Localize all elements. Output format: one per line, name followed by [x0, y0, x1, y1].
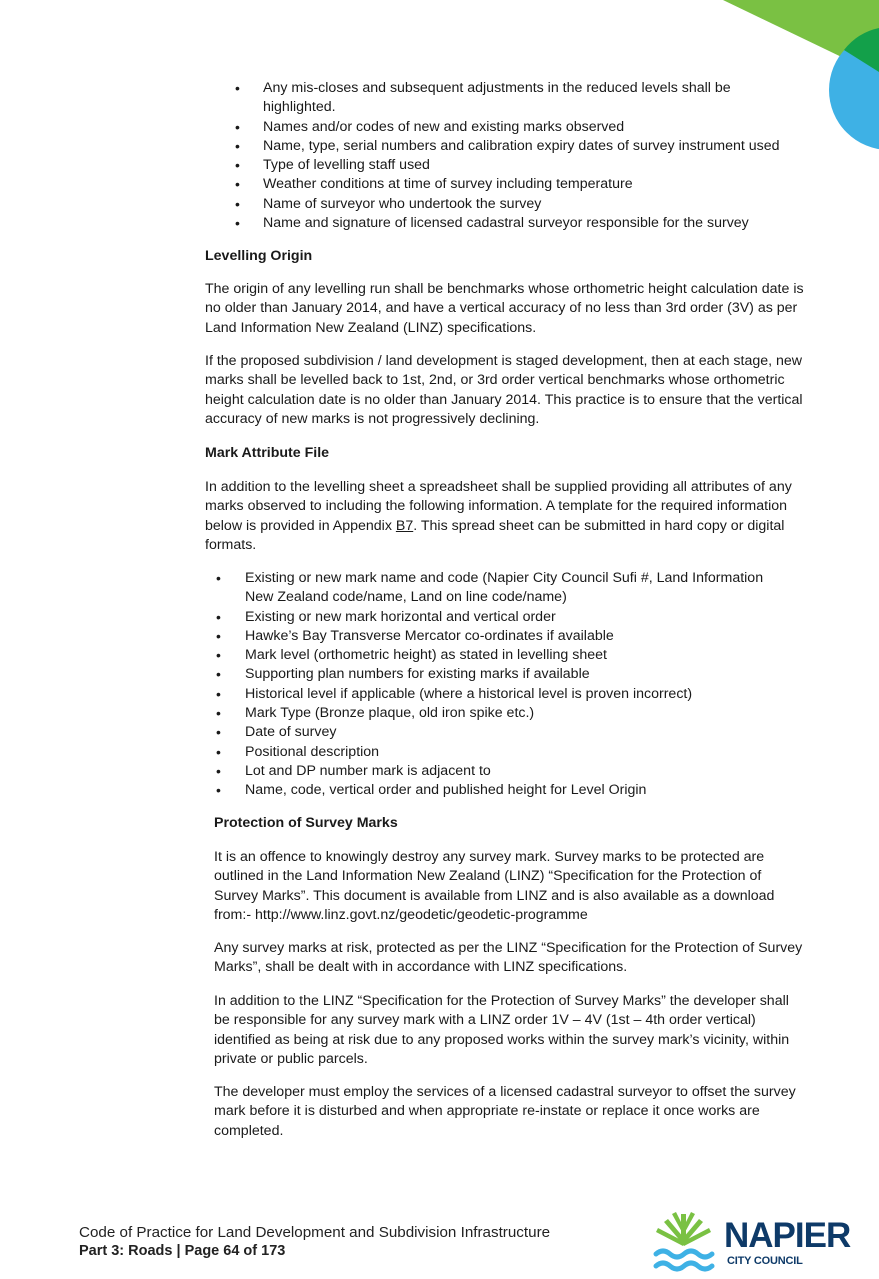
list-item: • Date of survey: [216, 724, 337, 741]
napier-city-council-logo: [650, 1208, 850, 1274]
appendix-link[interactable]: B7: [395, 517, 414, 534]
protection-para-2: Any survey marks at risk, protected as per the LINZ “Specification for the Protection of Survey Marks”, shall be dealt with in accordance with LINZ specifications.: [214, 940, 803, 976]
logo-subtitle: CITY COUNCIL: [727, 1255, 803, 1267]
list-item: • Mark level (orthometric height) as stated in levelling sheet: [216, 647, 607, 664]
intro-text: In addition to the levelling sheet a spreadsheet shall be supplied providing all attributes of any marks observed to including the following information. A template for the required information below is provided in Appendix: [205, 479, 792, 534]
protection-para-4: The developer must employ the services of a licensed cadastral surveyor to offset the survey mark before it is disturbed and when appropriate re-instate or replace it once works are completed.: [214, 1084, 796, 1139]
list-item: • Name, type, serial numbers and calibration expiry dates of survey instrument used: [235, 137, 780, 154]
list-item: • Existing or new mark horizontal and vertical order: [216, 608, 556, 625]
logo-name: NAPIER: [724, 1216, 851, 1255]
list-item: • Name, code, vertical order and published height for Level Origin: [216, 782, 647, 799]
list-item: • Positional description: [216, 743, 380, 760]
footer: [79, 1223, 550, 1261]
levelling-origin-heading: Levelling Origin: [205, 248, 313, 264]
intro-text-end: . This spread sheet can be submitted in hard copy or digital formats.: [205, 517, 785, 553]
protection-para-3: In addition to the LINZ “Specification for the Protection of Survey Marks” the developer shall be responsible for any survey mark with a LINZ order 1V – 4V (1st – 4th order vertical) identified as being at risk due to any proposed works within the survey mark’s vicinity, within private or public parcels.: [214, 993, 790, 1067]
list-item: • Existing or new mark name and code (Napier City Council Sufi #, Land Information New Zealand code/name, Land on line code/name): [216, 570, 764, 606]
list-item: • Lot and DP number mark is adjacent to: [216, 762, 491, 779]
footer-title: Code of Practice for Land Development and Subdivision Infrastructure: [79, 1224, 551, 1241]
protection-para-1: It is an offence to knowingly destroy any survey mark. Survey marks to be protected are outlined in the Land Information New Zealand (LINZ) “Specification for the Protection of Survey Marks”. This document is available from LINZ and is also available as a download from:- http://www.linz.govt.nz/geodetic/geodetic-programme: [214, 849, 775, 923]
list-item: • Supporting plan numbers for existing marks if available: [216, 666, 590, 683]
list-item: • Any mis-closes and subsequent adjustments in the reduced levels shall be highlighted.: [235, 80, 731, 116]
list-item: • Name of surveyor who undertook the survey: [235, 195, 542, 212]
levelling-origin-para-2: If the proposed subdivision / land development is staged development, then at each stage, new marks shall be levelled back to 1st, 2nd, or 3rd order vertical benchmarks whose orthometric height calculation date is no older than January 2014. This practice is to ensure that the vertical accuracy of new marks is not progressively declining.: [205, 353, 803, 427]
list-item: • Historical level if applicable (where a historical level is proven incorrect): [216, 685, 693, 702]
mark-attribute-intro: [205, 478, 795, 555]
list-item: • Mark Type (Bronze plaque, old iron spike etc.): [216, 705, 535, 722]
list-item: • Hawke’s Bay Transverse Mercator co-ordinates if available: [216, 627, 614, 644]
levelling-origin-para-1: The origin of any levelling run shall be benchmarks whose orthometric height calculation date is no older than January 2014, and have a vertical accuracy of no less than 3rd order (3V) as per Land Information New Zealand (LINZ) specifications.: [205, 281, 804, 336]
list-item: • Names and/or codes of new and existing marks observed: [235, 118, 625, 135]
mark-attribute-list: [216, 569, 790, 801]
protection-heading: Protection of Survey Marks: [214, 815, 398, 831]
logo-emblem-icon: [650, 1208, 720, 1274]
top-bullet-list: [235, 79, 803, 233]
mark-attribute-heading: Mark Attribute File: [205, 445, 330, 461]
list-item: • Weather conditions at time of survey including temperature: [235, 176, 633, 193]
list-item: • Name and signature of licensed cadastral surveyor responsible for the survey: [235, 215, 749, 232]
footer-page-info: Part 3: Roads | Page 64 of 173: [79, 1243, 286, 1259]
list-item: • Type of levelling staff used: [235, 157, 430, 174]
